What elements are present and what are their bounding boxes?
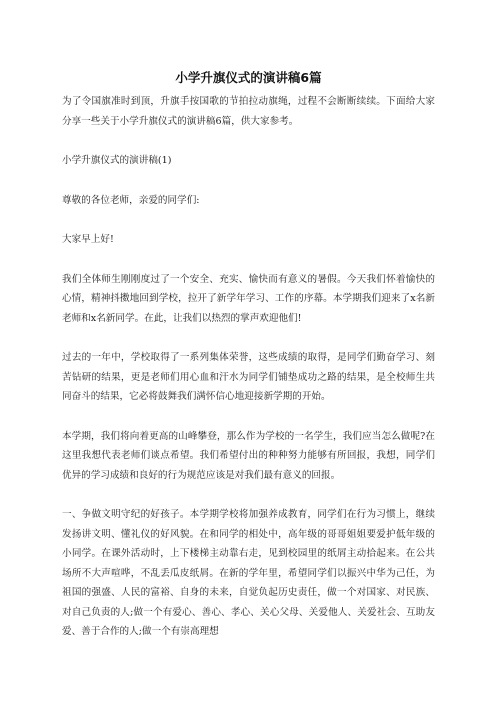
page-title: 小学升旗仪式的演讲稿6篇 [175, 70, 322, 85]
spacer [62, 407, 435, 427]
greeting: 大家早上好! [62, 234, 114, 245]
section-heading: 小学升旗仪式的演讲稿(1) [62, 155, 172, 166]
body-paragraph: 一、争做文明守纪的好孩子。本学期学校将加强养成教育，同学们在行为习惯上，继续发扬讲文明、懂礼仪的好风貌。在和同学的相处中，高年级的哥哥姐姐要爱护低年级的小同学。在课外活动时，上下楼梯主动靠右走，见到校园里的纸屑主动拾起来。在公共场所不大声喧哗，不乱丢瓜皮纸屑。在新的学年里，希望同学们以振兴中华为己任，为祖国的强盛、人民的富裕、自身的未来，自觉负起历史责任，做一个对国家、对民族、对自己负责的人;做一个有爱心、善心、孝心、关心父母、关爱他人、关爱社会、互助友爱、善于合作的人;做一个有崇高理想 [62, 509, 435, 637]
spacer [62, 250, 435, 270]
body-paragraph: 本学期，我们将向着更高的山峰攀登，那么作为学校的一名学生，我们应当怎么做呢?在这里我想代表老师们谈点希望。我们希望付出的种种努力能够有所回报，我想，同学们优异的学习成绩和良好的行为规范应该是对我们最有意义的回报。 [62, 430, 435, 481]
body-paragraph: 我们全体师生刚刚度过了一个安全、充实、愉快而有意义的暑假。今天我们怀着愉快的心情，精神抖擞地回到学校，拉开了新学年学习、工作的序幕。本学期我们迎来了x名新老师和x名新同学。在此，让我们以热烈的掌声欢迎他们! [62, 273, 435, 324]
intro-paragraph: 为了令国旗准时到顶，升旗手按国歌的节拍拉动旗绳，过程不会断断续续。下面给大家分享一些关于小学升旗仪式的演讲稿6篇，供大家参考。 [62, 96, 435, 127]
body-paragraph: 过去的一年中，学校取得了一系列集体荣誉，这些成绩的取得，是同学们勤奋学习、刻苦钻研的结果，更是老师们用心血和汗水为同学们铺垫成功之路的结果，是全校师生共同奋斗的结果，它必将鼓舞我们满怀信心地迎接新学期的开始。 [62, 352, 435, 402]
spacer [62, 131, 435, 151]
spacer [62, 328, 435, 348]
salutation: 尊敬的各位老师，亲爱的同学们: [62, 194, 200, 206]
spacer [62, 171, 435, 191]
spacer [62, 485, 435, 505]
spacer [62, 210, 435, 230]
